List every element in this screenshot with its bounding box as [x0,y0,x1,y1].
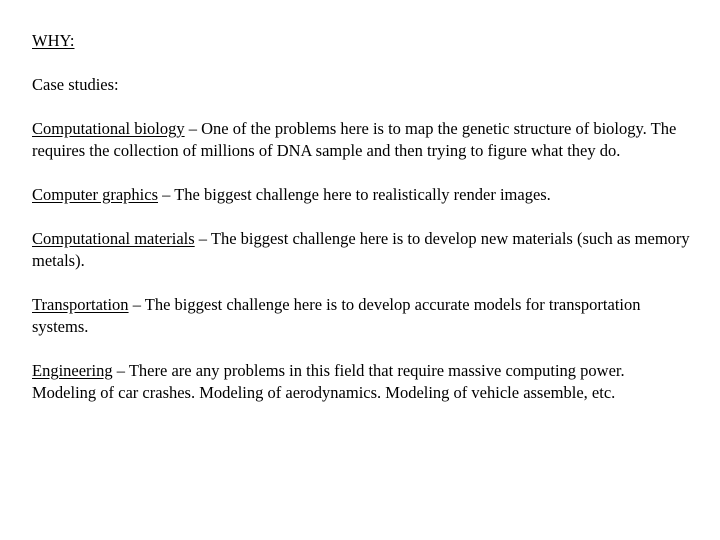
case-engineering [32,360,692,404]
case-title: Transportation [32,295,129,314]
case-title: Engineering [32,361,113,380]
slide-content [32,30,692,426]
case-description: – The biggest challenge here is to develop new materials (such as memory metals). [32,229,690,270]
case-computational-materials [32,228,692,272]
heading-text: WHY: [32,31,75,50]
case-title: Computer graphics [32,185,159,204]
intro: Case studies: [32,75,119,94]
case-title: Computational materials [32,229,195,248]
case-description: – The biggest challenge here to realistically render images. [158,185,551,204]
case-description: – The biggest challenge here is to develop accurate models for transportation systems. [32,295,641,336]
case-computer-graphics [32,184,692,206]
heading [32,30,692,52]
case-computational-biology [32,118,692,162]
case-title: Computational biology [32,119,185,138]
case-transportation [32,294,692,338]
case-description: – One of the problems here is to map the genetic structure of biology. The requires the collection of millions of DNA sample and then trying to figure what they do. [32,119,677,160]
case-description: – There are any problems in this field that require massive computing power. Modeling of car crashes. Modeling of aerodynamics. Modeling of vehicle assemble, etc. [32,361,625,402]
